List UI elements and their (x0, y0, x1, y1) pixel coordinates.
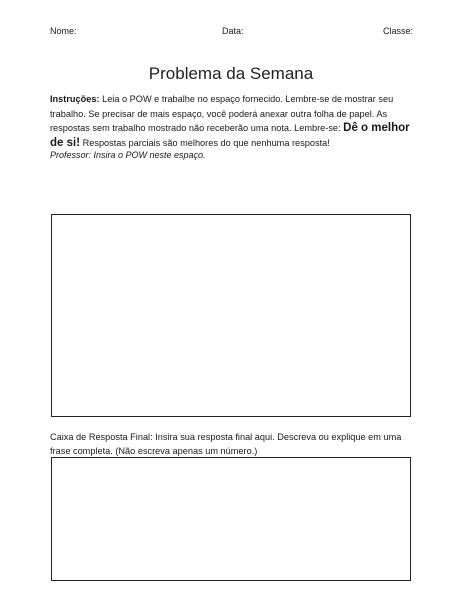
instructions-label: Instruções: (50, 94, 100, 104)
date-label: Data: (222, 26, 244, 36)
instructions-paragraph (50, 92, 420, 150)
page-title: Problema da Semana (148, 64, 314, 83)
final-answer-box[interactable] (51, 457, 411, 581)
instructions-text-end: Respostas parciais são melhores do que nenhuma resposta! (80, 137, 330, 148)
final-answer-label: Caixa de Resposta Final: Insira sua resposta final aqui. Descreva ou explique em uma frase completa. (Não escreva apenas um número.) (50, 432, 402, 456)
work-area-box[interactable] (51, 214, 411, 417)
class-label: Classe: (383, 26, 414, 36)
instructions-text: Leia o POW e trabalhe no espaço fornecido. Lembre-se de mostrar seu trabalho. Se precisar de mais espaço, você poderá anexar outra folha de papel. As respostas sem trabalho mostrado não receberão uma nota. Lembre-se: (50, 94, 394, 133)
instructions-emphasis: Dê o melhor de si! (50, 122, 410, 149)
teacher-note: Professor: Insira o POW neste espaço. (50, 150, 206, 160)
name-label: Nome: (50, 26, 77, 36)
